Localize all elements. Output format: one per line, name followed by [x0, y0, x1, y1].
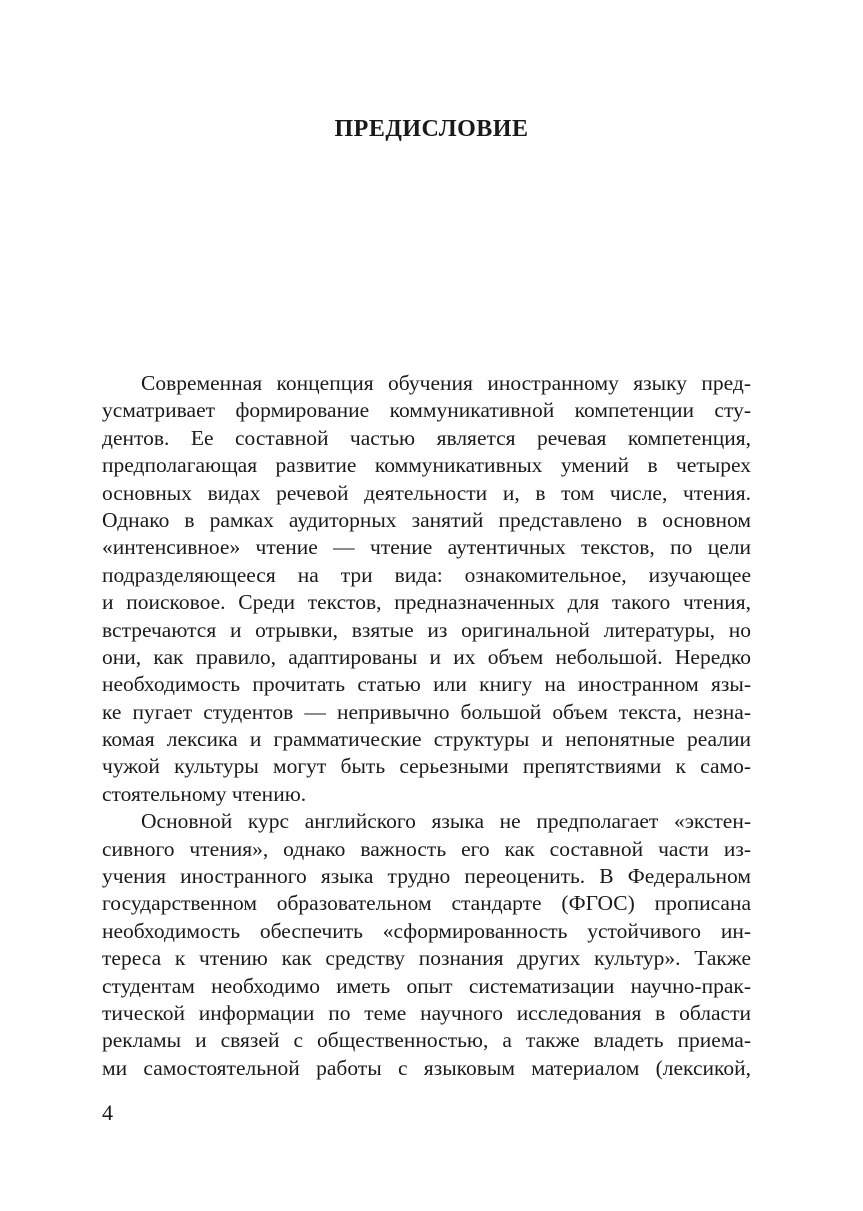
text-line: необходимость прочитать статью или книгу на иностранном язы- — [102, 672, 751, 697]
text-line: тической информации по теме научного исследования в области — [102, 1000, 751, 1025]
page-number: 4 — [102, 1100, 113, 1125]
text-line: студентам необходимо иметь опыт систематизации научно-прак- — [102, 973, 751, 998]
text-line: рекламы и связей с общественностью, а также владеть приема- — [102, 1028, 751, 1053]
text-line: необходимость обеспечить «сформированность устойчивого ин- — [102, 918, 751, 943]
text-line: комая лексика и грамматические структуры и непонятные реалии — [102, 727, 751, 752]
text-line: стоятельному чтению. — [102, 781, 307, 806]
text-line: дентов. Ее составной частью является речевая компетенция, — [102, 425, 751, 450]
text-line: они, как правило, адаптированы и их объем небольшой. Нередко — [102, 644, 751, 669]
text-line: государственном образовательном стандарте (ФГОС) прописана — [102, 891, 751, 916]
text-line: подразделяющееся на три вида: ознакомительное, изучающее — [102, 562, 751, 587]
paragraph-2 — [102, 808, 751, 1082]
text-line: сивного чтения», однако важность его как составной части из- — [102, 836, 751, 861]
text-line: Однако в рамках аудиторных занятий представлено в основном — [102, 507, 751, 532]
text-line: ке пугает студентов — непривычно большой объем текста, незна- — [102, 699, 751, 724]
text-line: основных видах речевой деятельности и, в том числе, чтения. — [102, 480, 751, 505]
text-line: чужой культуры могут быть серьезными препятствиями к само- — [102, 754, 751, 779]
text-line: Современная концепция обучения иностранному языку пред- — [141, 371, 751, 395]
text-line: «интенсивное» чтение — чтение аутентичных текстов, по цели — [102, 535, 751, 560]
text-line: ми самостоятельной работы с языковым материалом (лексикой, — [102, 1055, 751, 1080]
text-line: тереса к чтению как средству познания других культур». Также — [102, 946, 751, 971]
text-line: предполагающая развитие коммуникативных умений в четырех — [102, 453, 751, 478]
text-line: встречаются и отрывки, взятые из оригинальной литературы, но — [102, 617, 751, 642]
paragraph-1 — [102, 370, 751, 808]
body-text — [102, 370, 751, 1082]
text-line: учения иностранного языка трудно переоценить. В Федеральном — [102, 864, 751, 889]
text-line: усматривает формирование коммуникативной компетенции сту- — [102, 398, 751, 423]
text-line: Основной курс английского языка не предполагает «экстен- — [141, 809, 751, 834]
page-title: ПРЕДИСЛОВИЕ — [334, 116, 529, 142]
text-line: и поисковое. Среди текстов, предназначенных для такого чтения, — [102, 590, 751, 615]
